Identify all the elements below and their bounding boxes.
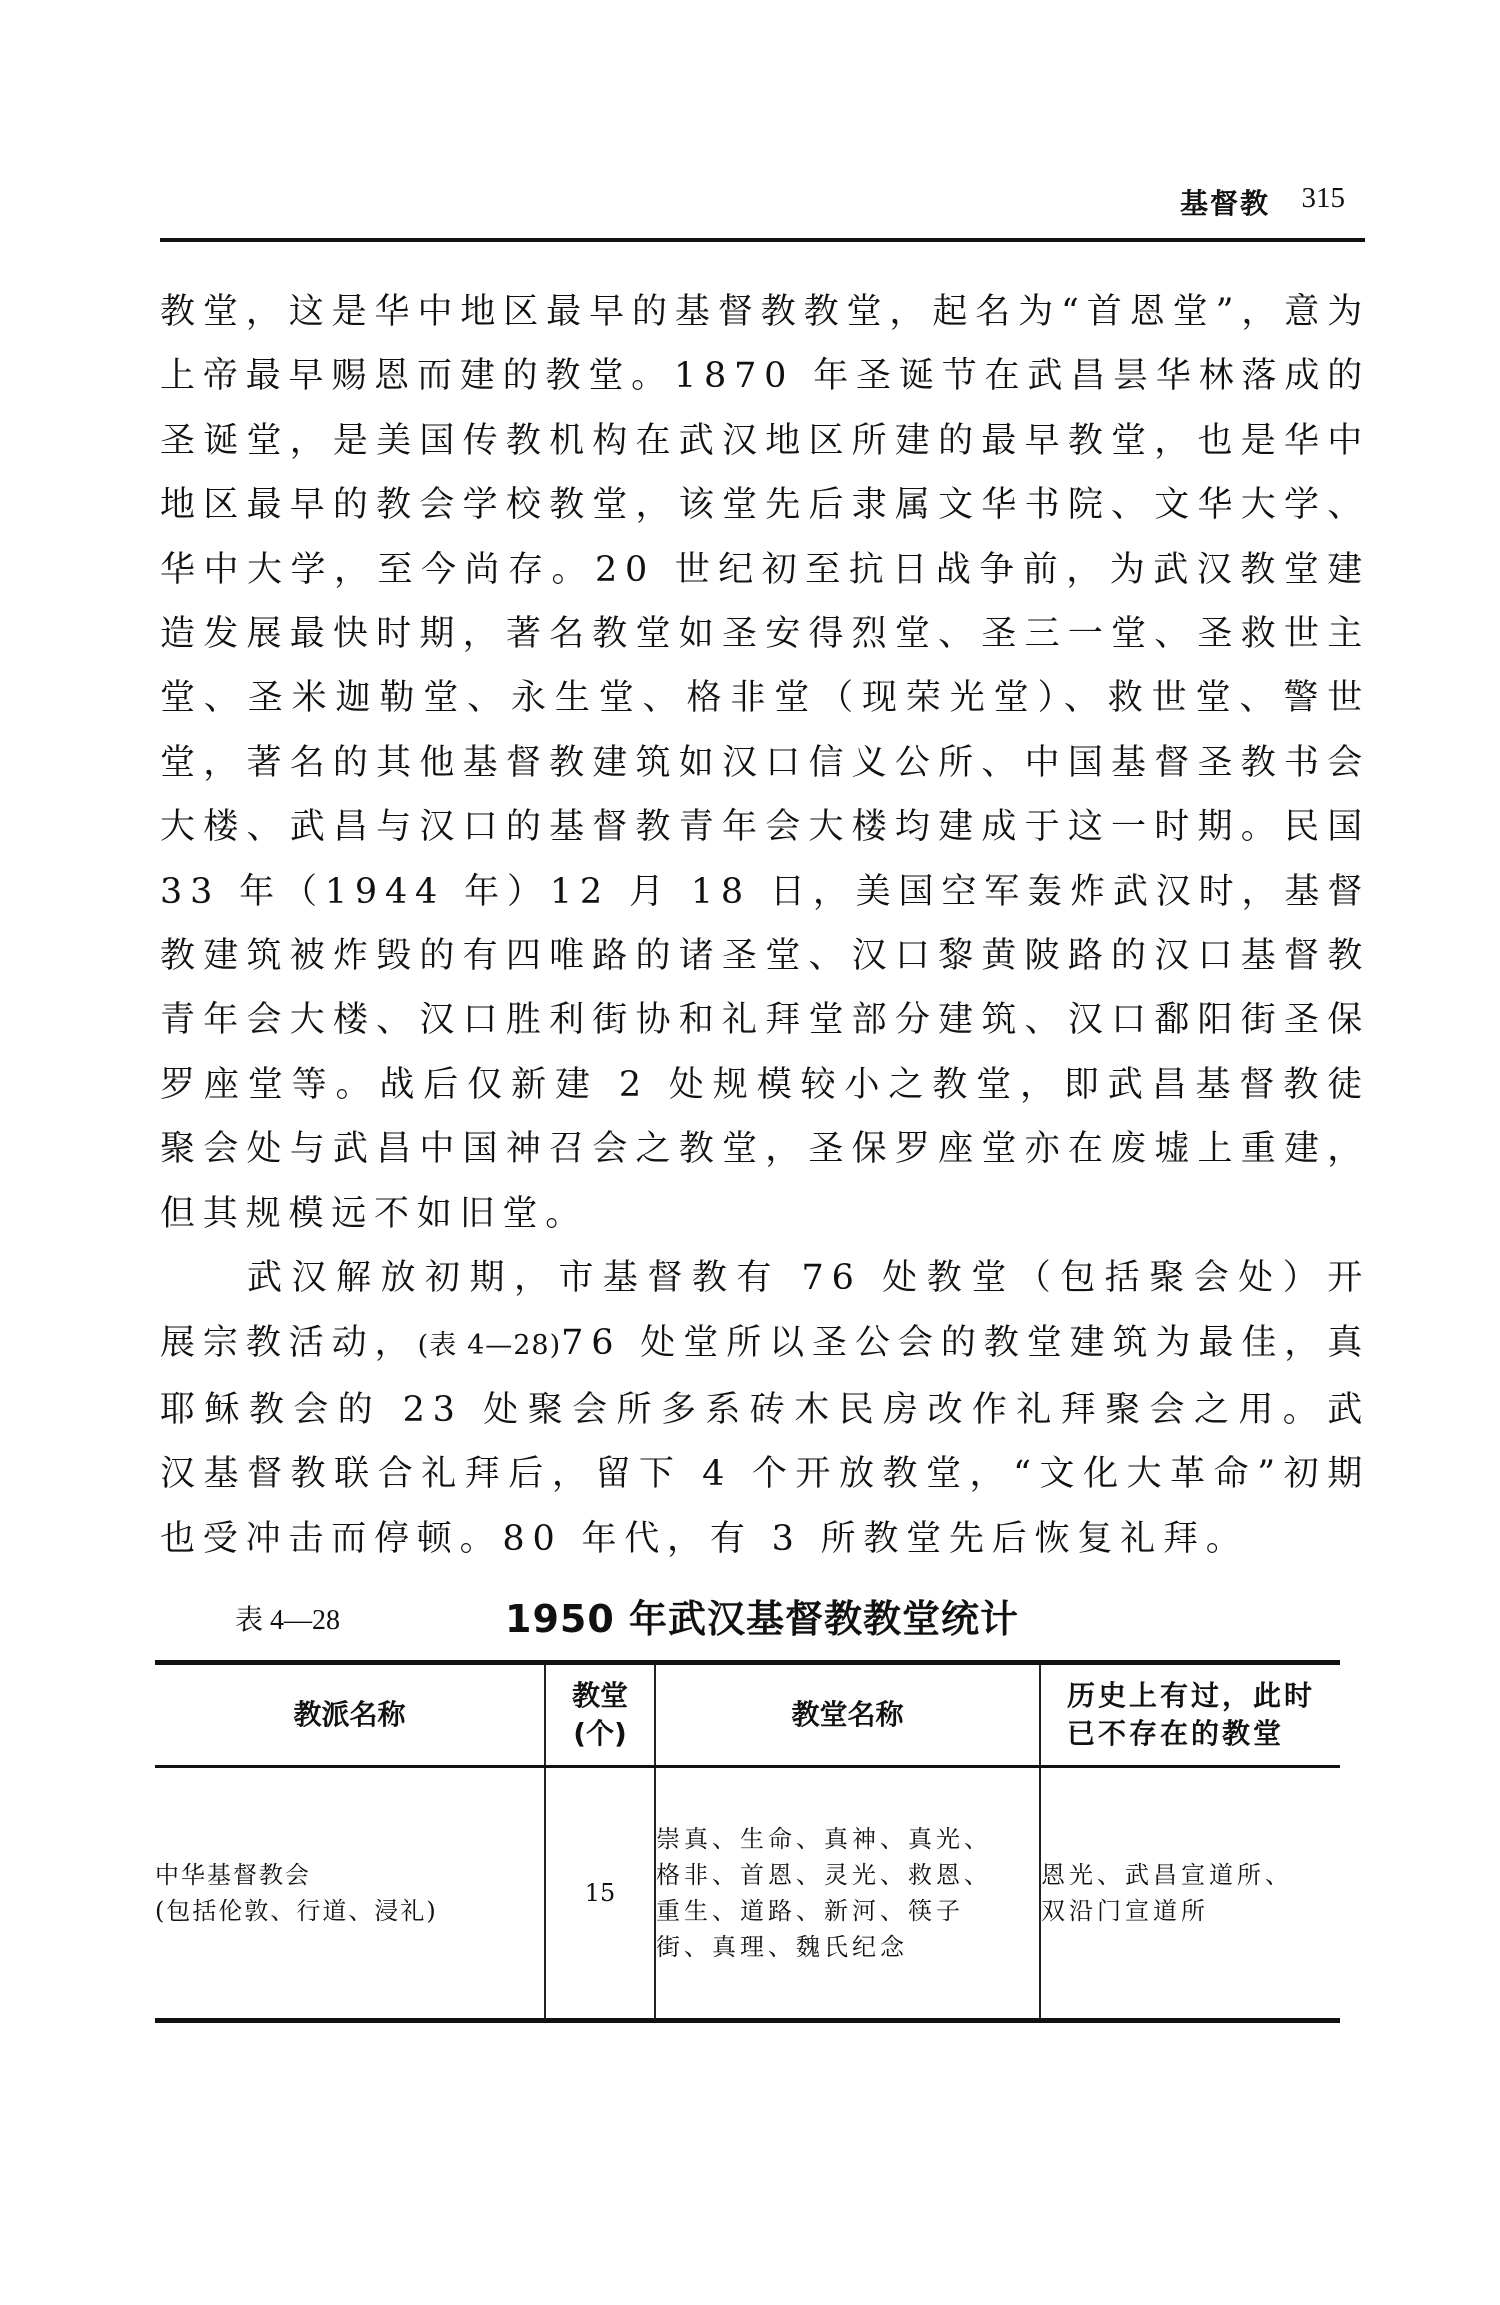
cell-church-names bbox=[655, 1767, 1040, 2021]
denomination-line2: (包括伦敦、行道、浸礼) bbox=[155, 1897, 438, 1925]
header-church-names: 教堂名称 bbox=[655, 1663, 1040, 1767]
header-count bbox=[545, 1663, 655, 1767]
table-caption bbox=[160, 1588, 1365, 1648]
cell-historical bbox=[1040, 1767, 1340, 2021]
church-names-line: 格非、首恩、灵光、救恩、 bbox=[656, 1861, 992, 1889]
paragraph-2-text-b: 76 处堂所以圣公会的教堂建筑为最佳，真耶稣教会的 23 处聚会所多系砖木民房改作礼拜聚会之用。武汉基督教联合礼拜后，留下 4 个开放教堂，“文化大革命”初期也受冲击而停顿。80 年代，有 3 所教堂先后恢复礼拜。 bbox=[160, 1322, 1370, 1559]
table-header-row bbox=[155, 1663, 1340, 1767]
header-historical bbox=[1040, 1663, 1340, 1767]
church-statistics-table bbox=[155, 1660, 1340, 2023]
header-historical-line2: 已不存在的教堂 bbox=[1067, 1717, 1285, 1750]
table-label: 表 4—28 bbox=[235, 1605, 341, 1636]
historical-line: 恩光、武昌宣道所、 bbox=[1041, 1861, 1293, 1889]
paragraph-2 bbox=[160, 1246, 1370, 1571]
paragraph-2-text-a: 武汉解放初期，市基督教有 76 处教堂（包括聚会处）开展宗教活动， bbox=[160, 1258, 1370, 1363]
table-title: 1950 年武汉基督教教堂统计 bbox=[505, 1597, 1019, 1641]
header-denomination: 教派名称 bbox=[155, 1663, 545, 1767]
church-names-line: 重生、道路、新河、筷子 bbox=[656, 1897, 964, 1925]
running-head-section: 基督教 bbox=[1179, 187, 1270, 220]
header-historical-line1: 历史上有过，此时 bbox=[1067, 1679, 1316, 1712]
table-reference: (表 4—28) bbox=[417, 1329, 562, 1361]
denomination-line1: 中华基督教会 bbox=[155, 1861, 311, 1889]
running-head bbox=[160, 170, 1365, 242]
table-row bbox=[155, 1767, 1340, 2021]
cell-count: 15 bbox=[545, 1767, 655, 2021]
body-text bbox=[160, 280, 1370, 1571]
church-names-line: 街、真理、魏氏纪念 bbox=[656, 1933, 908, 1961]
cell-denomination bbox=[155, 1767, 545, 2021]
church-names-line: 崇真、生命、真神、真光、 bbox=[656, 1825, 992, 1853]
header-count-line1: 教堂 bbox=[571, 1679, 628, 1712]
page-number: 315 bbox=[1301, 182, 1345, 214]
historical-line: 双沿门宣道所 bbox=[1041, 1897, 1209, 1925]
header-count-line2: (个) bbox=[573, 1717, 627, 1750]
paragraph-1: 教堂，这是华中地区最早的基督教教堂，起名为“首恩堂”，意为上帝最早赐恩而建的教堂。1870 年圣诞节在武昌昙华林落成的圣诞堂，是美国传教机构在武汉地区所建的最早教堂，也是华中地区最早的教会学校教堂，该堂先后隶属文华书院、文华大学、华中大学，至今尚存。20 世纪初至抗日战争前，为武汉教堂建造发展最快时期，著名教堂如圣安得烈堂、圣三一堂、圣救世主堂、圣米迦勒堂、永生堂、格非堂（现荣光堂）、救世堂、警世堂，著名的其他基督教建筑如汉口信义公所、中国基督圣教书会大楼、武昌与汉口的基督教青年会大楼均建成于这一时期。民国 33 年（1944 年）12 月 18 日，美国空军轰炸武汉时，基督教建筑被炸毁的有四唯路的诸圣堂、汉口黎黄陂路的汉口基督教青年会大楼、汉口胜利街协和礼拜堂部分建筑、汉口鄱阳街圣保罗座堂等。战后仅新建 2 处规模较小之教堂，即武昌基督教徒聚会处与武昌中国神召会之教堂，圣保罗座堂亦在废墟上重建，但其规模远不如旧堂。 bbox=[160, 292, 1370, 1234]
